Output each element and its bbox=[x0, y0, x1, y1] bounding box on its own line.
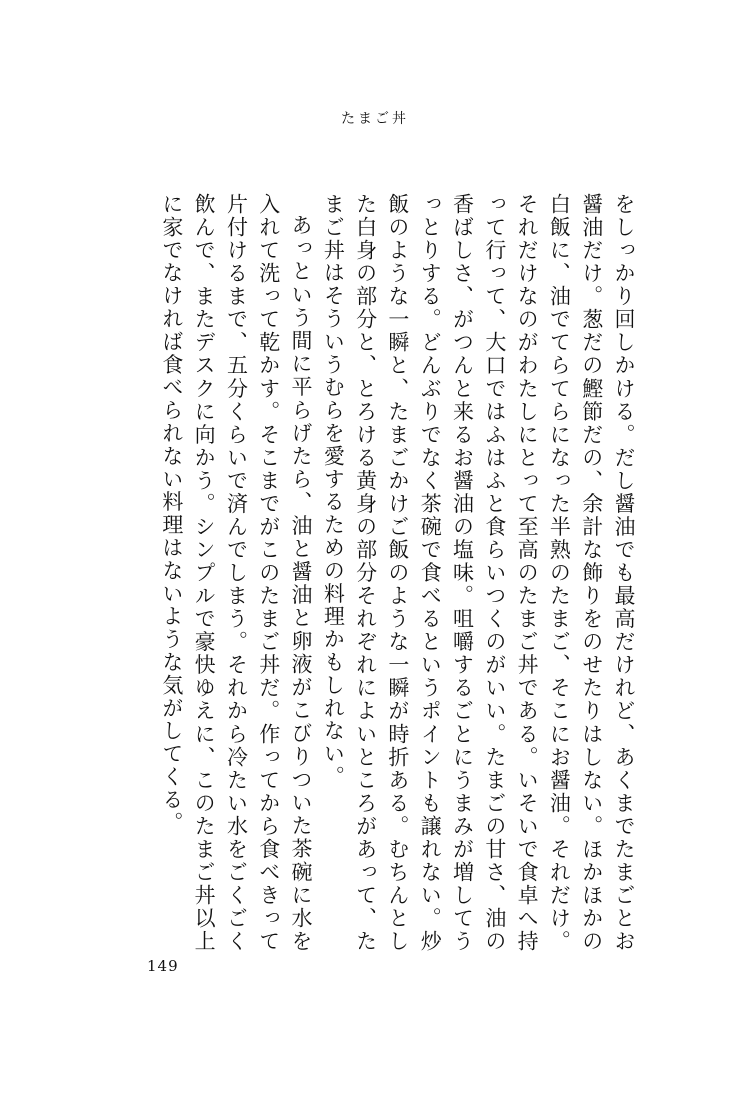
paragraph-1: をしっかり回しかける。だし醤油でも最高だけれど、あくまでたまごとお醤油だけ。葱だの鰹節だの、余計な飾りをのせたりはしない。ほかほかの白飯に、油でてらてらになった半熟のたまご、そこにお醤油。それだけ。それだけなのがわたしにとって至高のたまご丼である。いそいで食卓へ持って行って、大口ではふはふと食らいつくのがいい。たまごの甘さ、油の香ばしさ、がつんと来るお醤油の塩味。咀嚼するごとにうまみが増してうっとりする。どんぶりでなく茶碗で食べるというポイントも譲れない。炒飯のような一瞬と、たまごかけご飯のような一瞬が時折ある。むちんとした白身の部分と、とろける黄身の部分それぞれによいところがあって、たまご丼はそういうむらを愛するための料理かもしれない。 bbox=[321, 193, 636, 953]
paragraph-2: あっという間に平らげたら、油と醤油と卵液がこびりついた茶碗に水を入れて洗って乾かす。そこまでがこのたまご丼だ。作ってから食べきって片付けるまで、五分くらいで済んでしまう。それから冷たい水をごくごく飲んで、またデスクに向かう。シンプルで豪快ゆえに、このたまご丼以上に家でなければ食べられない料理はないような気がしてくる。 bbox=[159, 193, 314, 953]
body-text bbox=[125, 193, 640, 953]
page-number: 149 bbox=[147, 957, 179, 975]
running-title: たまご丼 bbox=[341, 111, 409, 127]
